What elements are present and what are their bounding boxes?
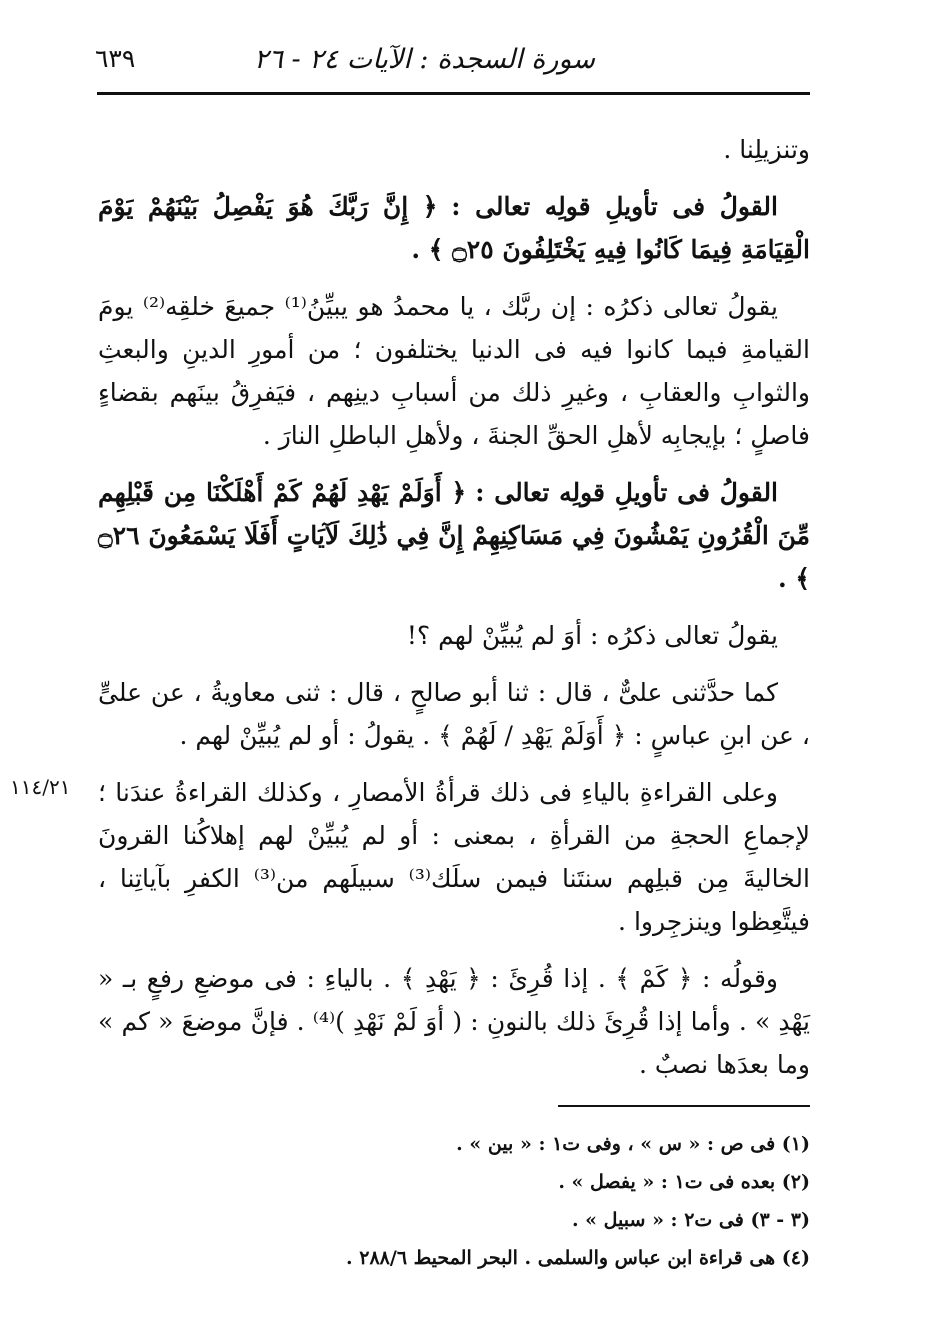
footnote: (٤) هى قراءة ابن عباس والسلمى . البحر المحيط ٢٨٨/٦ . xyxy=(346,1247,810,1269)
footnote-rule xyxy=(558,1105,810,1107)
footnote: (٢) بعده فى ت١ : « يفصل » . xyxy=(558,1171,810,1193)
paragraph: وقولُه : ﴿ كَمْ ﴾ . إذا قُرِئَ : ﴿ يَهْدِ ﴾ . بالياءِ : فى موضعِ رفعٍ بـ « يَهْدِ » . وأما إذا قُرِئَ ذلك بالنونِ : ( أوَ لَمْ نَهْدِ )⁽⁴⁾ . فإنَّ موضعَ « كم » وما بعدَها نصبٌ . xyxy=(98,964,811,1079)
heading-paragraph xyxy=(98,471,810,600)
footnote: (١) فى ص : « س » ، وفى ت١ : « بين » . xyxy=(456,1133,810,1155)
quran-verse: ﴿ إِنَّ رَبَّكَ هُوَ يَفْصِلُ بَيْنَهُمْ يَوْمَ الْقِيَامَةِ فِيمَا كَانُوا فِيهِ يَخْتَلِفُونَ ۝٢٥ ﴾ . xyxy=(98,192,810,264)
heading-paragraph xyxy=(98,185,810,271)
heading-lead: القولُ فى تأويلِ قولِه تعالى : xyxy=(451,192,778,221)
header-rule xyxy=(97,92,810,95)
running-title: سورة السجدة : الآيات ٢٤ - ٢٦ xyxy=(253,44,595,75)
paragraph: وعلى القراءةِ بالياءِ فى ذلك قرأةُ الأمصارِ ، وكذلك القراءةُ عندَنا ؛ لإجماعِ الحجةِ من القرأةِ ، بمعنى : أو لم يُبيِّنْ لهم إهلاكُنا القرونَ الخاليةَ مِن قبلِهم سنتَنا فيمن سلَك⁽³⁾ سبيلَهم من⁽³⁾ الكفرِ بآياتِنا ، فيتَّعِظوا وينزجِروا . xyxy=(98,778,810,936)
paragraph: وتنزيلِنا . xyxy=(723,135,810,164)
paragraph: يقولُ تعالى ذكرُه : أوَ لم يُبيِّنْ لهم ؟! xyxy=(406,621,778,650)
heading-lead: القولُ فى تأويلِ قولِه تعالى : xyxy=(475,478,779,507)
main-text xyxy=(98,128,810,1100)
page-number: ٦٣٩ xyxy=(95,44,136,73)
page-header xyxy=(95,40,810,90)
quran-verse: ﴿ أَوَلَمْ يَهْدِ لَهُمْ كَمْ أَهْلَكْنَا مِن قَبْلِهِم مِّنَ الْقُرُونِ يَمْشُونَ فِي مَسَاكِنِهِمْ إِنَّ فِي ذَٰلِكَ لَآيَاتٍ أَفَلَا يَسْمَعُونَ ۝٢٦ ﴾ . xyxy=(98,478,810,593)
margin-reference: ١١٤/٢١ xyxy=(10,775,71,799)
footnote: (٣ - ٣) فى ت٢ : « سبيل » . xyxy=(571,1209,810,1231)
footnotes xyxy=(98,1125,810,1277)
paragraph: يقولُ تعالى ذكرُه : إن ربَّك ، يا محمدُ هو يبيِّنُ⁽¹⁾ جميعَ خلقِه⁽²⁾ يومَ القيامةِ فيما كانوا فيه فى الدنيا يختلفون ؛ من أمورِ الدينِ والبعثِ والثوابِ والعقابِ ، وغيرِ ذلك من أسبابِ دينِهم ، فيَفرِقُ بينَهم بقضاءٍ فاصلٍ ؛ بإيجابِه لأهلِ الحقِّ الجنةَ ، ولأهلِ الباطلِ النارَ . xyxy=(98,292,810,450)
paragraph: كما حدَّثنى علىٌّ ، قال : ثنا أبو صالحٍ ، قال : ثنى معاويةُ ، عن علىٍّ ، عن ابنِ عباسٍ : ﴿ أَوَلَمْ يَهْدِ / لَهُمْ ﴾ . يقولُ : أو لم يُبيِّنْ لهم . xyxy=(98,678,810,750)
